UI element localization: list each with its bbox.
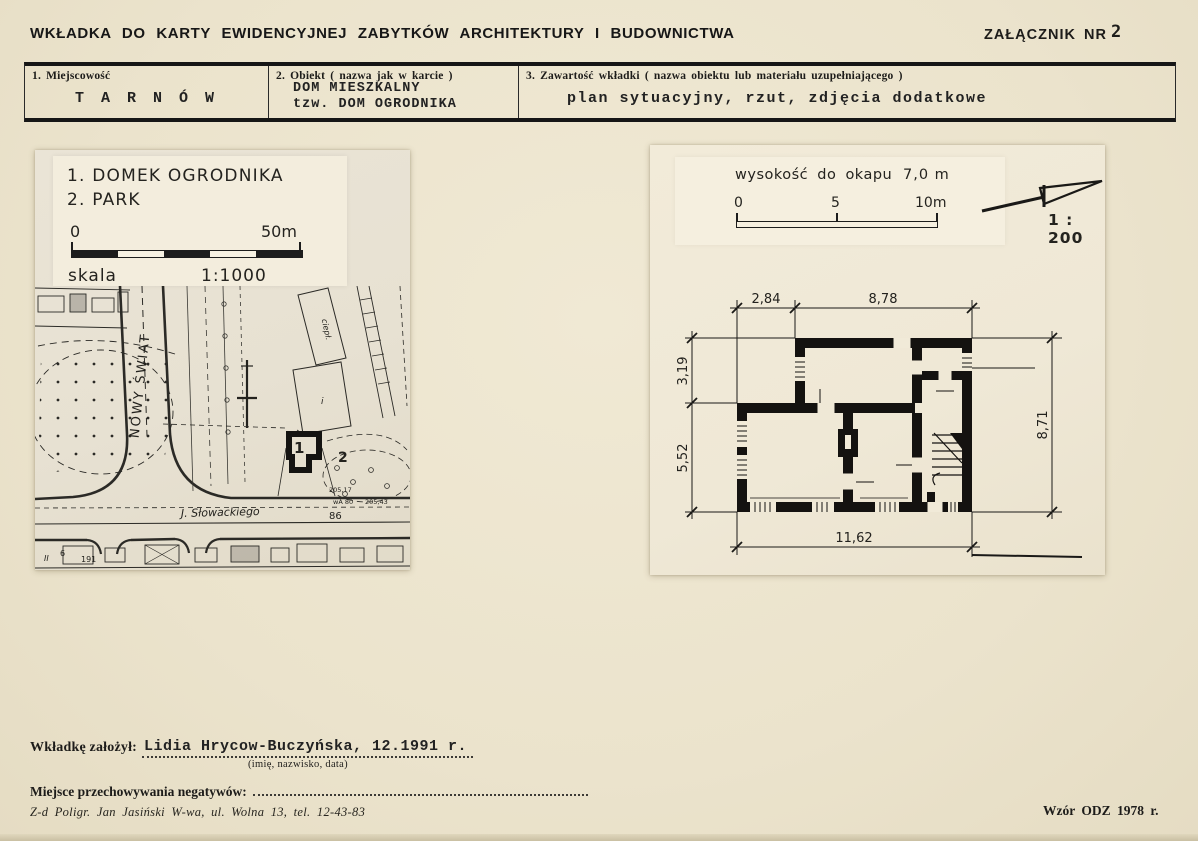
attachment-number-value: 2 (1110, 22, 1123, 42)
map-micro-labels (44, 486, 388, 564)
plan-scale-ratio: 1 : 200 (1048, 211, 1084, 247)
floor-plan-photo (650, 145, 1105, 575)
field-miejscowosc-value: T A R N Ó W (74, 90, 219, 107)
founder-label: Wkładkę założył: (30, 740, 138, 755)
map-scale-word: skala (68, 266, 117, 286)
svg-text:6: 6 (60, 549, 66, 558)
eaves-height-label: wysokość do okapu (735, 167, 893, 183)
eaves-height-value: 7,0 m (903, 167, 950, 183)
legend-item-1: 1. DOMEK OGRODNIKA (67, 166, 284, 186)
plan-chimney-flue (845, 435, 851, 449)
map-buildings-top-right (293, 286, 407, 434)
scan-edge-shadow (0, 834, 1198, 841)
field-obiekt (269, 66, 519, 118)
map-label-ciepl: ciepł. (319, 318, 334, 341)
svg-text:wA 80: wA 80 (333, 498, 354, 506)
legend-item-2: 2. PARK (67, 190, 141, 210)
field-miejscowosc (25, 66, 269, 118)
map-label-i: i (321, 397, 324, 407)
floor-plan-drawing (650, 245, 1105, 575)
dim-top-left: 2,84 (751, 292, 781, 307)
plan-outer-walls (737, 338, 972, 512)
map-street-vertical-label: NOWY ŚWIAT (127, 332, 154, 439)
plan-scalebar-mid: 5 (831, 195, 840, 211)
plan-staircase (932, 433, 962, 485)
svg-text:205,17: 205,17 (329, 486, 352, 494)
plan-windows (737, 338, 972, 512)
field-obiekt-value (293, 81, 457, 113)
dim-bottom: 11,62 (835, 531, 873, 546)
field-zawartosc (519, 66, 1175, 118)
field-miejscowosc-label: 1. Miejscowość (32, 70, 111, 82)
field-zawartosc-value: plan sytuacyjny, rzut, zdjęcia dodatkowe (567, 90, 988, 107)
negatives-row (30, 783, 588, 800)
negatives-dotted-line (253, 783, 588, 796)
svg-text:191: 191 (81, 555, 97, 564)
attachment-number (984, 24, 1122, 44)
field-obiekt-label: 2. Obiekt ( nazwa jak w karcie ) (276, 70, 453, 82)
map-buildings-bottom (63, 544, 403, 564)
map-survey-cross (237, 360, 257, 428)
floor-plan-scale-patch (675, 157, 1005, 245)
map-scalebar-start: 0 (70, 222, 81, 241)
map-tree-row (187, 286, 245, 491)
svg-text:205,43: 205,43 (365, 498, 388, 506)
map-left-park (35, 341, 175, 474)
map-buildings-top-left (35, 288, 130, 328)
field-zawartosc-label: 3. Zawartość wkładki ( nazwa obiektu lub materiału uzupełniającego ) (526, 70, 903, 82)
plan-scalebar (736, 221, 938, 228)
site-map-drawing (35, 286, 410, 570)
founder-value: Lidia Hrycow-Buczyńska, 12.1991 r. (142, 738, 473, 758)
dim-left-lower: 5,52 (676, 443, 691, 473)
map-street-horizontal-label: J. Słowackiego (180, 504, 260, 520)
dim-left-upper: 3,19 (676, 356, 691, 386)
plan-scalebar-start: 0 (734, 195, 743, 211)
map-scalebar (71, 250, 303, 258)
north-arrow-icon (980, 167, 1105, 217)
form-code: Wzór ODZ 1978 r. (1043, 803, 1159, 818)
printer-line: Z-d Poligr. Jan Jasiński W-wa, ul. Wolna 13, tel. 12-43-83 (30, 805, 366, 819)
attachment-label: ZAŁĄCZNIK NR (984, 27, 1107, 43)
map-scalebar-end: 50m (261, 222, 297, 241)
header-form-table (24, 62, 1176, 122)
map-marker-park: 2 (338, 450, 348, 466)
negatives-label: Miejsce przechowywania negatywów: (30, 784, 247, 799)
field-obiekt-line1: DOM MIESZKALNY (293, 81, 421, 96)
map-scale-ratio: 1:1000 (201, 266, 267, 286)
dim-top-right: 8,78 (868, 292, 898, 307)
map-marker-building: 1 (294, 439, 305, 457)
site-map-photo (35, 150, 410, 570)
svg-text:II: II (44, 554, 49, 563)
map-parcel-number: 86 (329, 511, 342, 522)
dim-right: 8,71 (1036, 410, 1051, 440)
field-obiekt-line2: tzw. DOM OGRODNIKA (293, 97, 457, 112)
document-title: WKŁADKA DO KARTY EWIDENCYJNEJ ZABYTKÓW ARCHITEKTURY I BUDOWNICTWA (30, 25, 735, 42)
founder-hint: (imię, nazwisko, data) (248, 759, 348, 770)
site-map-legend-patch (53, 156, 347, 286)
plan-scalebar-end: 10m (915, 195, 947, 211)
